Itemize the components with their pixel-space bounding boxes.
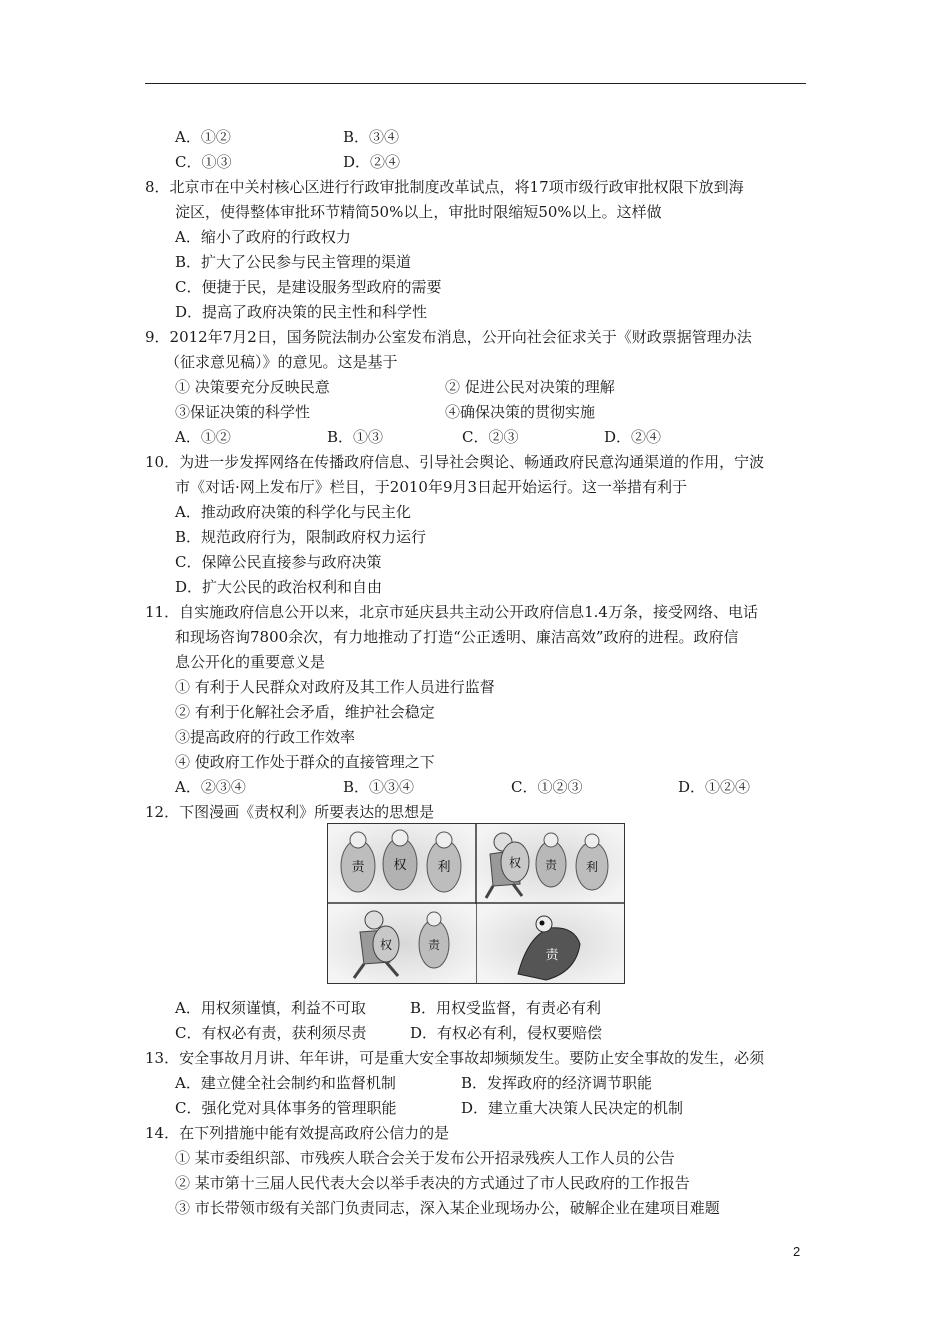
comic-panel-1 [328, 824, 476, 903]
q11-option-a: A．②③④ [175, 778, 246, 796]
comic-image [327, 823, 625, 984]
q11-option-c: C．①②③ [511, 778, 583, 796]
q13-option-d: D．建立重大决策人民决定的机制 [461, 1099, 684, 1117]
q10-option-d: D．扩大公民的政治权利和自由 [175, 578, 383, 596]
comic-label-1: 责 [351, 860, 365, 875]
q11-item-3: ③提高政府的行政工作效率 [175, 728, 356, 746]
q9-stem-line2: （征求意见稿）》的意见。这是基于 [165, 353, 398, 371]
q13-stem: 13．安全事故月月讲、年年讲，可是重大安全事故却频频发生。要防止安全事故的发生，必须 [145, 1049, 765, 1067]
q12-option-a: A．用权须谨慎，利益不可取 [175, 999, 366, 1017]
q7-option-b: B．③④ [343, 128, 400, 146]
comic-panel-3 [328, 904, 476, 983]
comic-label-4: 权 [508, 856, 522, 870]
header-rule [145, 83, 806, 84]
q11-stem-line2: 和现场咨询7800余次，有力地推动了打造“公正透明、廉洁高效”政府的进程。政府信 [175, 628, 739, 646]
comic-label-6: 利 [585, 860, 599, 874]
q8-option-b: B．扩大了公民参与民主管理的渠道 [175, 253, 412, 271]
q8-option-a: A．缩小了政府的行政权力 [175, 228, 351, 246]
q11-item-1: ① 有利于人民群众对政府及其工作人员进行监督 [175, 678, 495, 696]
q10-option-a: A．推动政府决策的科学化与民主化 [175, 503, 411, 521]
q8-option-c: C．便捷于民，是建设服务型政府的需要 [175, 278, 442, 296]
comic-label-5: 责 [544, 858, 558, 872]
q10-stem-line2: 市《对话·网上发布厅》栏目，于2010年9月3日起开始运行。这一举措有利于 [175, 478, 688, 496]
q11-option-b: B．①③④ [343, 778, 415, 796]
q10-stem-line1: 10．为进一步发挥网络在传播政府信息、引导社会舆论、畅通政府民意沟通渠道的作用，宁波 [145, 453, 765, 471]
comic-panel-2 [477, 824, 624, 902]
q14-item-3: ③ 市长带领市级有关部门负责同志，深入某企业现场办公，破解企业在建项目难题 [175, 1199, 720, 1217]
q9-option-d: D．②④ [604, 428, 662, 446]
q12-stem: 12．下图漫画《责权利》所要表达的思想是 [145, 803, 435, 821]
q9-item-1: ① 决策要充分反映民意 [175, 378, 330, 396]
page-number: 2 [793, 1244, 801, 1259]
q11-stem-line3: 息公开化的重要意义是 [175, 653, 326, 671]
q7-option-d: D．②④ [343, 153, 401, 171]
q10-option-b: B．规范政府行为，限制政府权力运行 [175, 528, 427, 546]
q12-option-c: C．有权必有责，获利须尽责 [175, 1024, 367, 1042]
q13-option-b: B．发挥政府的经济调节职能 [461, 1074, 653, 1092]
q10-option-c: C．保障公民直接参与政府决策 [175, 553, 382, 571]
comic-panel-4 [477, 904, 624, 983]
q14-stem: 14．在下列措施中能有效提高政府公信力的是 [145, 1124, 450, 1142]
q9-item-3: ③保证决策的科学性 [175, 403, 311, 421]
q9-stem-line1: 9．2012年7月2日，国务院法制办公室发布消息，公开向社会征求关于《财政票据管理办法 [145, 328, 752, 346]
q11-item-2: ② 有利于化解社会矛盾，维护社会稳定 [175, 703, 435, 721]
q11-option-d: D．①②④ [678, 778, 751, 796]
comic-label-8: 责 [427, 938, 441, 952]
q9-item-4: ④确保决策的贯彻实施 [445, 403, 596, 421]
q9-item-2: ② 促进公民对决策的理解 [445, 378, 615, 396]
comic-label-2: 权 [393, 858, 407, 873]
q11-stem-line1: 11．自实施政府信息公开以来，北京市延庆县共主动公开政府信息1.4万条，接受网络、电话 [145, 603, 758, 621]
q13-option-c: C．强化党对具体事务的管理职能 [175, 1099, 397, 1117]
q12-option-d: D．有权必有利，侵权要赔偿 [410, 1024, 603, 1042]
q11-item-4: ④ 使政府工作处于群众的直接管理之下 [175, 753, 435, 771]
comic-label-9: 责 [545, 948, 559, 963]
q14-item-2: ② 某市第十三届人民代表大会以举手表决的方式通过了市人民政府的工作报告 [175, 1174, 690, 1192]
comic-label-3: 利 [437, 860, 451, 875]
q8-stem-line2: 淀区，使得整体审批环节精简50%以上，审批时限缩短50%以上。这样做 [175, 203, 662, 221]
q7-option-a: A．①② [175, 128, 231, 146]
q13-option-a: A．建立健全社会制约和监督机制 [175, 1074, 396, 1092]
q8-option-d: D．提高了政府决策的民主性和科学性 [175, 303, 428, 321]
q12-option-b: B．用权受监督，有责必有利 [410, 999, 602, 1017]
q9-option-c: C．②③ [462, 428, 519, 446]
q14-item-1: ① 某市委组织部、市残疾人联合会关于发布公开招录残疾人工作人员的公告 [175, 1149, 675, 1167]
q9-option-a: A．①② [175, 428, 231, 446]
comic-label-7: 权 [379, 938, 393, 952]
q9-option-b: B．①③ [327, 428, 384, 446]
q8-stem-line1: 8．北京市在中关村核心区进行行政审批制度改革试点，将17项市级行政审批权限下放到海 [145, 178, 744, 196]
q7-option-c: C．①③ [175, 153, 232, 171]
